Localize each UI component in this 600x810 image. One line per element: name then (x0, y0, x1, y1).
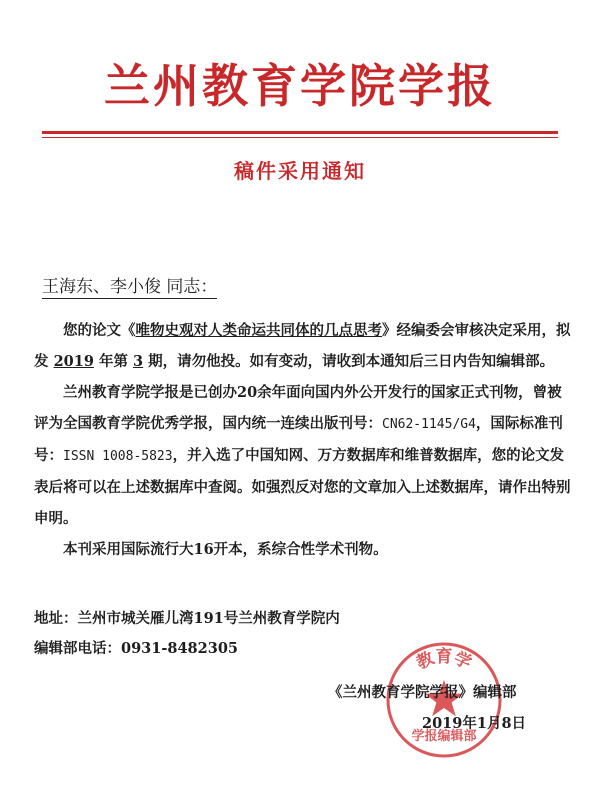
journal-info-text1: 兰州教育学院学报是已创办20余年面向国内外公开发行的国家正式刊物，曾被评为全国教育学院优秀学报，国内统一连续出版刊号： (34, 384, 562, 432)
acceptance-mid: 》经编委会审核决定采用，拟发 (34, 322, 571, 370)
paragraph-journal-info (34, 377, 574, 534)
header-rule-thin (42, 137, 558, 138)
letter-body (34, 315, 574, 565)
header-rule-thick (42, 131, 558, 134)
phone-line: 编辑部电话：0931-8482305 (34, 640, 238, 657)
journal-info-text3: ，并入选了中国知网、万方数据库和维普数据库，您的论文发表后将可以在上述数据库中查阅。如强烈反对您的文章加入上述数据库，请作出特别申明。 (34, 447, 571, 527)
seal-bottom-text: 学报编辑部 (411, 729, 477, 744)
seal-top-text: 教育学 (413, 647, 475, 674)
signature-date: 2019年1月8日 (422, 715, 527, 732)
notice-title: 稿件采用通知 (234, 159, 366, 183)
journal-masthead: 兰州教育学院学报 (104, 59, 496, 113)
contact-block (34, 604, 340, 664)
issue-number: 3 (133, 353, 144, 370)
cn-number: CN62-1145/G4 (382, 417, 476, 432)
issn-number: ISSN 1008-5823 (63, 449, 173, 464)
addressee: 王海东、李小俊 同志： (42, 272, 217, 299)
acceptance-suffix: 期，请勿他投。如有变动，请收到本通知后三日内告知编辑部。 (143, 353, 555, 370)
paragraph-acceptance (34, 315, 574, 377)
issue-mid: 年第 (93, 353, 134, 370)
acceptance-prefix: 您的论文《 (63, 322, 136, 339)
address-line: 地址：兰州市城关雁儿湾191号兰州教育学院内 (34, 610, 340, 627)
journal-info-text2: ，国际标准刊号： (34, 415, 563, 464)
signature-office: 《兰州教育学院学报》编辑部 (328, 684, 517, 701)
paragraph-format: 本刊采用国际流行大16开本，系综合性学术刊物。 (63, 541, 388, 558)
paper-title: 唯物史观对人类命运共同体的几点思考 (135, 322, 382, 339)
issue-year: 2019 (53, 353, 94, 370)
